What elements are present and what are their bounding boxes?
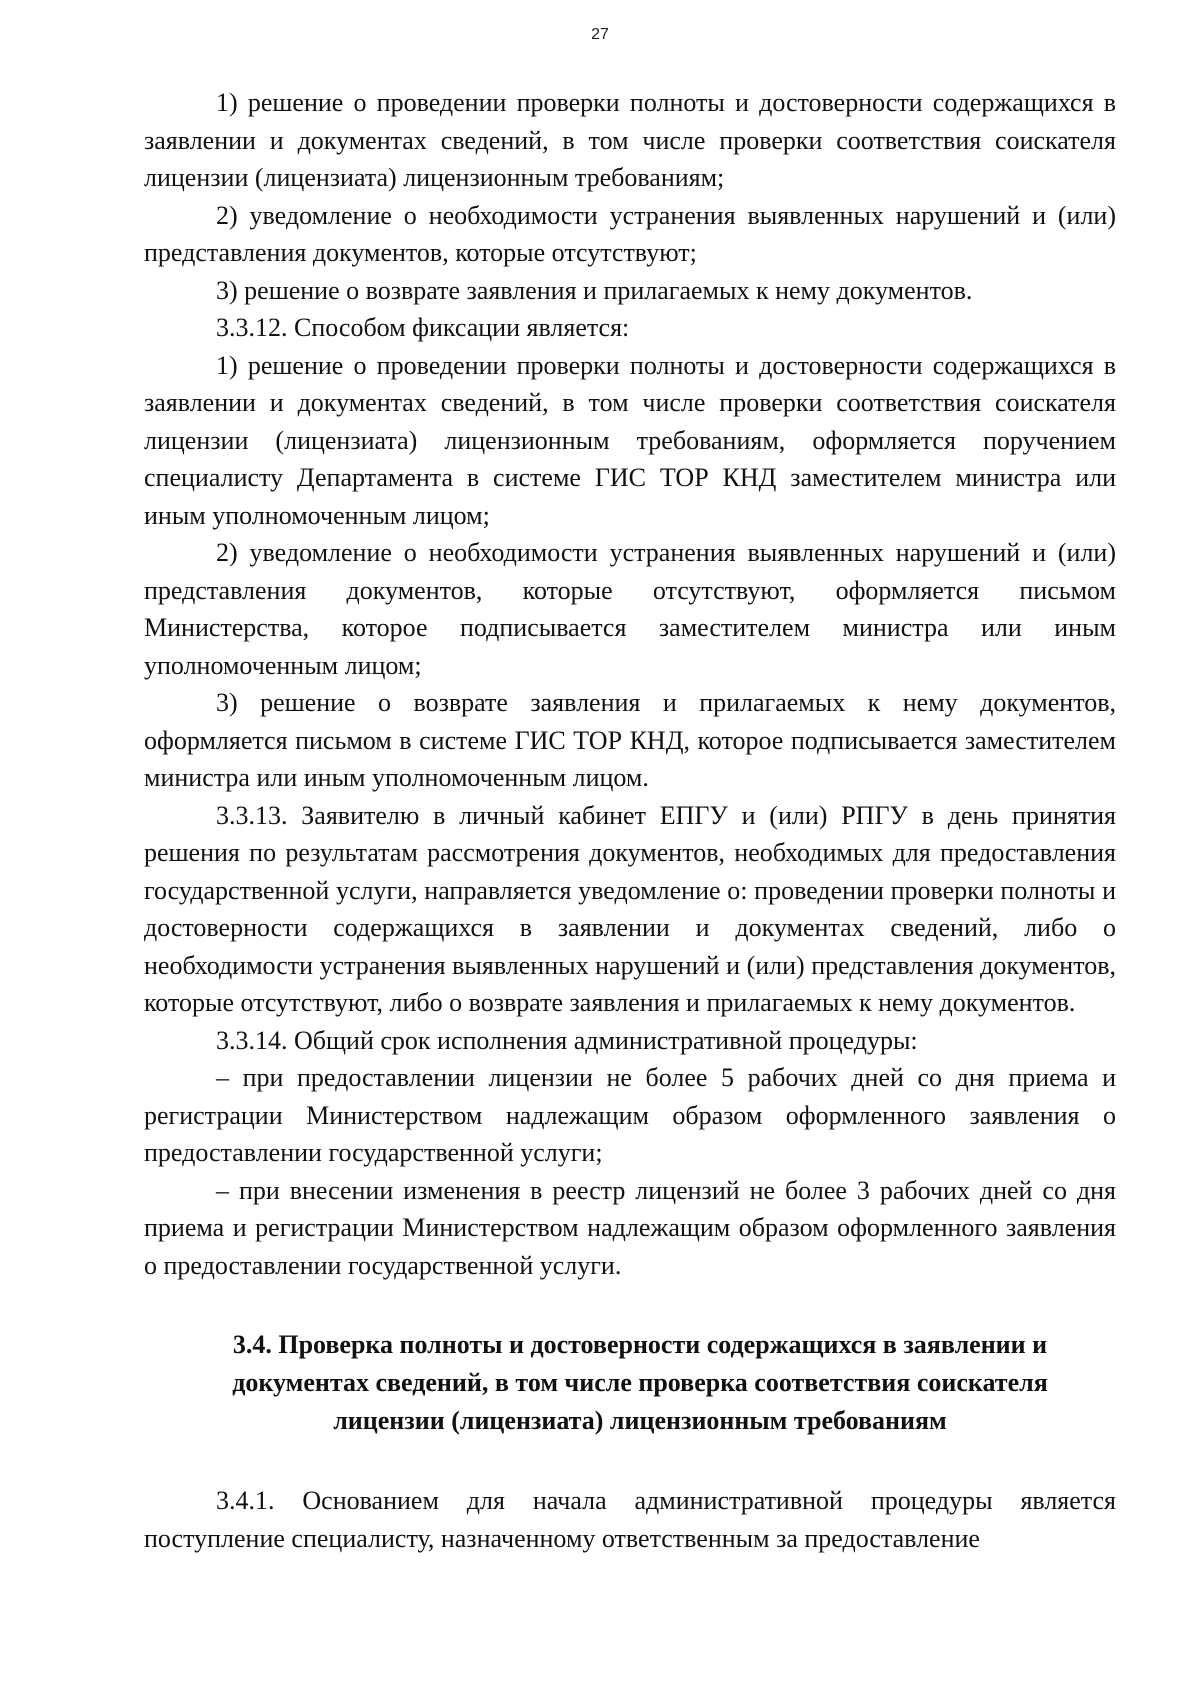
paragraph: 3.3.14. Общий срок исполнения административной процедуры: — [216, 1025, 918, 1055]
paragraph: 3) решение о возврате заявления и прилагаемых к нему документов. — [216, 275, 973, 305]
paragraph: – при предоставлении лицензии не более 5 рабочих дней со дня приема и регистрации Министерством надлежащим образом оформленного заявления о предоставлении государственной услуги; — [144, 1063, 1116, 1167]
document-body — [144, 84, 1116, 1557]
paragraph: 2) уведомление о необходимости устранения выявленных нарушений и (или) представления документов, которые отсутствуют; — [144, 200, 1116, 267]
page-number: 27 — [591, 26, 609, 43]
paragraph: 1) решение о проведении проверки полноты и достоверности содержащихся в заявлении и документах сведений, в том числе проверки соответствия соискателя лицензии (лицензиата) лицензионным требованиям; — [144, 88, 1116, 192]
paragraph: 3.3.13. Заявителю в личный кабинет ЕПГУ и (или) РПГУ в день принятия решения по результатам рассмотрения документов, необходимых для предоставления государственной услуги, направляется уведомление о: проведении проверки полноты и достоверности содержащихся в заявлении и документах сведений, либо о необходимости устранения выявленных нарушений и (или) представления документов, которые отсутствуют, либо о возврате заявления и прилагаемых к нему документов. — [144, 800, 1116, 1017]
section-heading: 3.4. Проверка полноты и достоверности содержащихся в заявлении и документах сведений, в том числе проверка соответствия соискателя лицензии (лицензиата) лицензионным требованиям — [232, 1330, 1048, 1435]
paragraph: 3.4.1. Основанием для начала административной процедуры является поступление специалисту, назначенному ответственным за предоставление — [144, 1486, 1116, 1553]
paragraph: 2) уведомление о необходимости устранения выявленных нарушений и (или) представления документов, которые отсутствуют, оформляется письмом Министерства, которое подписывается заместителем министра или иным уполномоченным лицом; — [144, 538, 1116, 680]
paragraph: – при внесении изменения в реестр лицензий не более 3 рабочих дней со дня приема и регистрации Министерством надлежащим образом оформленного заявления о предоставлении государственной услуги. — [144, 1175, 1116, 1280]
paragraph: 3.3.12. Способом фиксации является: — [216, 313, 630, 342]
paragraph: 1) решение о проведении проверки полноты и достоверности содержащихся в заявлении и документах сведений, в том числе проверки соответствия соискателя лицензии (лицензиата) лицензионным требованиям, оформляется поручением специалисту Департамента в системе ГИС ТОР КНД заместителем министра или иным уполномоченным лицом; — [144, 350, 1116, 530]
paragraph: 3) решение о возврате заявления и прилагаемых к нему документов, оформляется письмом в системе ГИС ТОР КНД, которое подписывается заместителем министра или иным уполномоченным лицом. — [144, 688, 1116, 792]
